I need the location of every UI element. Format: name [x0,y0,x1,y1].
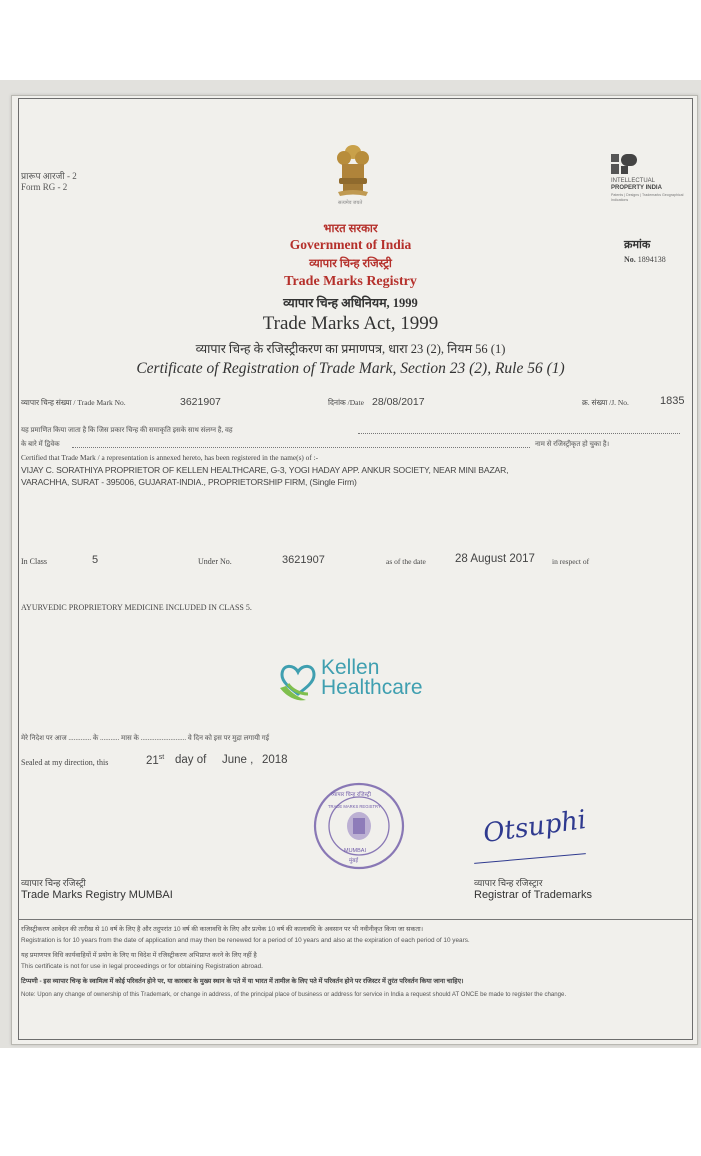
act-hindi: व्यापार चिन्ह अधिनियम, 1999 [283,296,418,310]
sealed-hindi: मेरे निदेश पर आज ............. के ........... मास के .......................... वे दिन को इस पर मुद्रा लगायी गई [21,734,270,742]
healthcare-word: Healthcare [321,676,423,699]
notes-divider [19,919,692,920]
certify-dotted-line-2 [72,447,530,448]
in-respect-of-label: in respect of [552,557,590,566]
certify-hindi-line2a: के बारे में द्विवेक [21,440,60,448]
stamp-city-hindi: मुंबई [349,858,359,864]
j-no-value: 1835 [660,395,685,407]
ip-india-mark-icon [611,152,647,176]
j-no-label: क्र. संख्या /J. No. [582,398,629,407]
proprietor-line1: VIJAY C. SORATHIYA PROPRIETOR OF KELLEN HEALTHCARE, G-3, YOGI HADAY APP. ANKUR SOCIETY, NEAR MINI BAZAR, [21,465,509,475]
as-of-date-value: 28 August 2017 [455,553,535,565]
trade-mark-no-value: 3621907 [180,396,221,408]
sealed-year: 2018 [262,754,288,766]
sealed-day-of: day of [175,754,207,766]
lion-capital-icon [330,142,376,206]
date-label: दिनांक /Date [328,398,364,407]
footer-registrar-english: Registrar of Trademarks [474,889,592,901]
footer-registrar-hindi: व्यापार चिन्ह रजिस्ट्रार [474,878,543,888]
official-stamp [311,780,407,872]
kellen-word: Kellen [321,656,380,679]
sealed-label: Sealed at my direction, this [21,758,109,767]
sealed-day-number: 21 [146,754,159,767]
certify-dotted-line-1 [358,433,680,434]
note-hindi-3: टिप्पणी - इस व्यापार चिन्ह के स्वामित्व में कोई परिवर्तन होने पर, या कारबार के मुख्य स्थान के पते में या भारत में तामील के लिए पते में परिवर्तन होने पर रजिस्टर में तुरंत परिवर्तन किया जाना चाहिए। [21,978,464,985]
serial-label: No. [624,255,636,264]
under-no-value: 3621907 [282,554,325,566]
sealed-day [146,754,164,767]
note-hindi-2: यह प्रमाणपत्र विधि कार्यवाहियों में प्रयोग के लिए या विदेश में रजिस्ट्रीकरण अभिप्राप्त करने के लिए नहीं है [21,952,257,959]
registry-hindi: व्यापार चिन्ह रजिस्ट्री [309,258,392,270]
as-of-date-label: as of the date [386,557,426,566]
form-number-hindi: प्रारूप आरजी - 2 [21,171,77,181]
ip-india-logo [611,152,689,204]
ip-india-tagline: Patents | Designs | Trademarks Geographical Indications [611,193,684,202]
in-class-label: In Class [21,557,47,566]
govt-hindi: भारत सरकार [323,223,378,235]
date-value: 28/08/2017 [372,396,425,408]
certify-english: Certified that Trade Mark / a representation is annexed hereto, has been registered in the name(s) of :- [21,453,319,462]
footer-registry-hindi: व्यापार चिन्ह रजिस्ट्री [21,878,86,888]
serial-hindi: क्रमांक [624,239,651,251]
ip-india-line2: PROPERTY INDIA [611,185,662,191]
certify-hindi-line2b: नाम से रजिस्ट्रीकृत हो चुका है। [535,440,610,448]
footer-registry-city: MUMBAI [128,889,173,901]
form-number [21,171,77,193]
sealed-month: June , [222,754,254,766]
note-hindi-1: रजिस्ट्रीकरण आवेदन की तारीख से 10 वर्ष के लिए है और तदुपरांत 10 वर्ष की कालावधि के लिए और प्रत्येक 10 वर्ष की कालावधि के अवसान पर भी नवीनीकृत किया जा सकता। [21,926,424,933]
act-english: Trade Marks Act, 1999 [262,313,439,334]
ip-india-line1: INTELLECTUAL [611,178,656,184]
heart-hands-icon [276,660,320,704]
class-value: 5 [92,554,99,566]
under-no-label: Under No. [198,557,232,566]
certificate-title-hindi: व्यापार चिन्ह के रजिस्ट्रीकरण का प्रमाणपत्र, धारा 23 (2), नियम 56 (1) [195,342,506,356]
national-emblem [330,142,376,206]
emblem-caption: सत्यमेव जयते [338,201,363,206]
goods-description: AYURVEDIC PROPRIETORY MEDICINE INCLUDED IN CLASS 5. [21,603,252,612]
certify-hindi-line1: यह प्रमाणित किया जाता है कि जिस प्रकार चिन्ह की समाकृति इसके साथ संलग्न है, वह [21,426,233,434]
note-english-1: Registration is for 10 years from the date of application and may then be renewed for a period of 10 years and also at the expiration of each period of 10 years. [21,937,470,944]
footer-registry-name: Trade Marks Registry [21,889,126,901]
serial-value: 1894138 [637,255,666,264]
registry-english: Trade Marks Registry [284,274,417,289]
form-number-english: Form RG - 2 [21,182,68,192]
stamp-text-ring: TRADE MARKS REGISTRY [328,804,381,809]
proprietor-line2: VARACHHA, SURAT - 395006, GUJARAT-INDIA., PROPRIETORSHIP FIRM, (Single Firm) [21,477,357,487]
note-english-3: Note: Upon any change of ownership of this Trademark, or change in address, of the principal place of business or address for service in India a request should AT ONCE be made to register the change. [21,991,567,998]
trade-mark-no-label: व्यापार चिन्ह संख्या / Trade Mark No. [21,398,126,407]
stamp-city-english: MUMBAI [344,848,366,854]
govt-english: Government of India [289,237,412,252]
footer-registry-english [21,889,173,901]
stamp-text-top: व्यापार चिन्ह रजिस्ट्री [331,792,371,798]
registrar-signature: Otsuphi [481,804,589,850]
certificate-title-english: Certificate of Registration of Trade Mark, Section 23 (2), Rule 56 (1) [136,360,565,377]
sealed-day-suffix: st [158,754,165,761]
note-english-2: This certificate is not for use in legal proceedings or for obtaining Registration abroad. [21,963,263,970]
kellen-healthcare-logo [276,656,446,708]
